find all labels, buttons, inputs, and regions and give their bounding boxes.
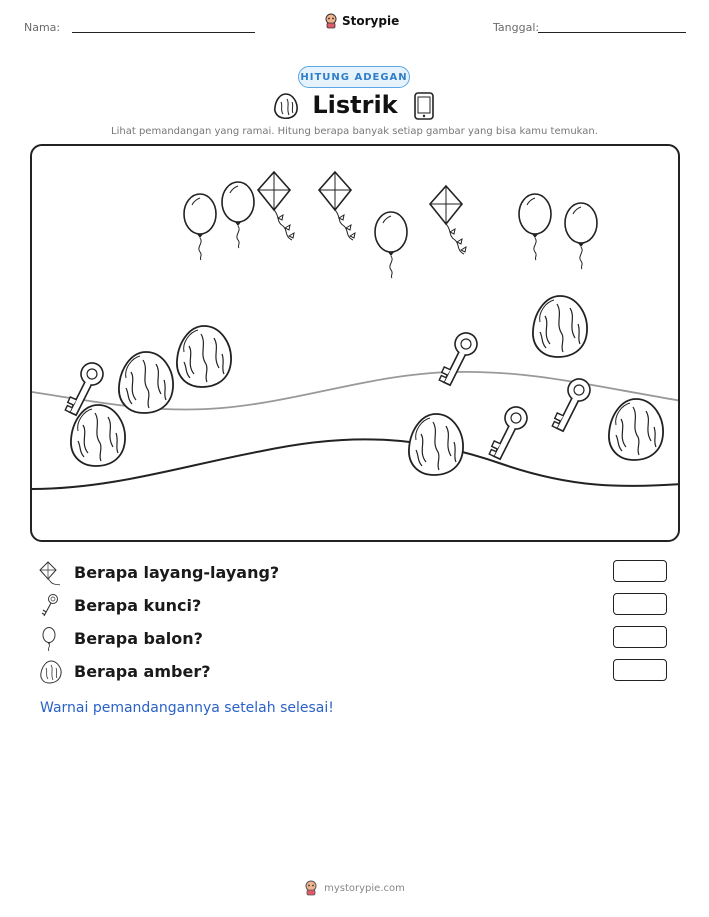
scene-balloon [375,212,407,278]
question-text: Berapa balon? [74,629,203,648]
kite-icon [38,560,64,586]
amber-icon [271,91,301,121]
scene-kite [258,172,294,240]
scene-balloon [222,182,254,248]
amber-icon [38,659,64,685]
footer-url[interactable]: mystorypie.com [324,882,405,894]
scene-drawing [32,146,680,542]
question-row [38,626,678,652]
answer-box-balloons[interactable] [613,626,667,648]
activity-badge: HITUNG ADEGAN [298,66,410,88]
footer [0,880,709,896]
scene-amber [609,399,663,460]
scene-amber [71,405,125,466]
scene-key [437,329,480,388]
answer-box-kites[interactable] [613,560,667,582]
question-text: Berapa kunci? [74,596,202,615]
scene-amber [409,414,463,475]
question-text: Berapa layang-layang? [74,563,280,582]
scene-balloon [184,194,216,260]
page-title: Listrik [312,91,398,119]
scene-illustration [30,144,680,542]
scene-key [550,375,593,434]
scene-balloon [519,194,551,260]
brand-logo [324,13,399,29]
date-label: Tanggal: [493,21,540,34]
instruction-text: Lihat pemandangan yang ramai. Hitung berapa banyak setiap gambar yang bisa kamu temukan. [111,126,598,137]
name-label: Nama: [24,21,61,34]
question-row [38,560,678,586]
brand-name: Storypie [342,14,400,28]
scene-key [487,403,530,462]
scene-balloon [565,203,597,269]
scene-kite [430,186,466,254]
answer-box-amber[interactable] [613,659,667,681]
scene-kite [319,172,355,240]
front-hill-line [32,439,680,489]
question-text: Berapa amber? [74,662,211,681]
scene-amber [119,352,173,413]
name-field[interactable] [72,32,255,33]
balloon-icon [38,626,64,652]
mascot-icon [324,13,338,29]
question-row [38,659,678,685]
scene-amber [533,296,587,357]
scene-amber [177,326,231,387]
coloring-instruction: Warnai pemandangannya setelah selesai! [40,700,334,716]
question-row [38,593,678,619]
mascot-icon [304,880,318,896]
key-icon [38,593,64,619]
phone-icon [411,91,437,121]
date-field[interactable] [538,32,686,33]
answer-box-keys[interactable] [613,593,667,615]
